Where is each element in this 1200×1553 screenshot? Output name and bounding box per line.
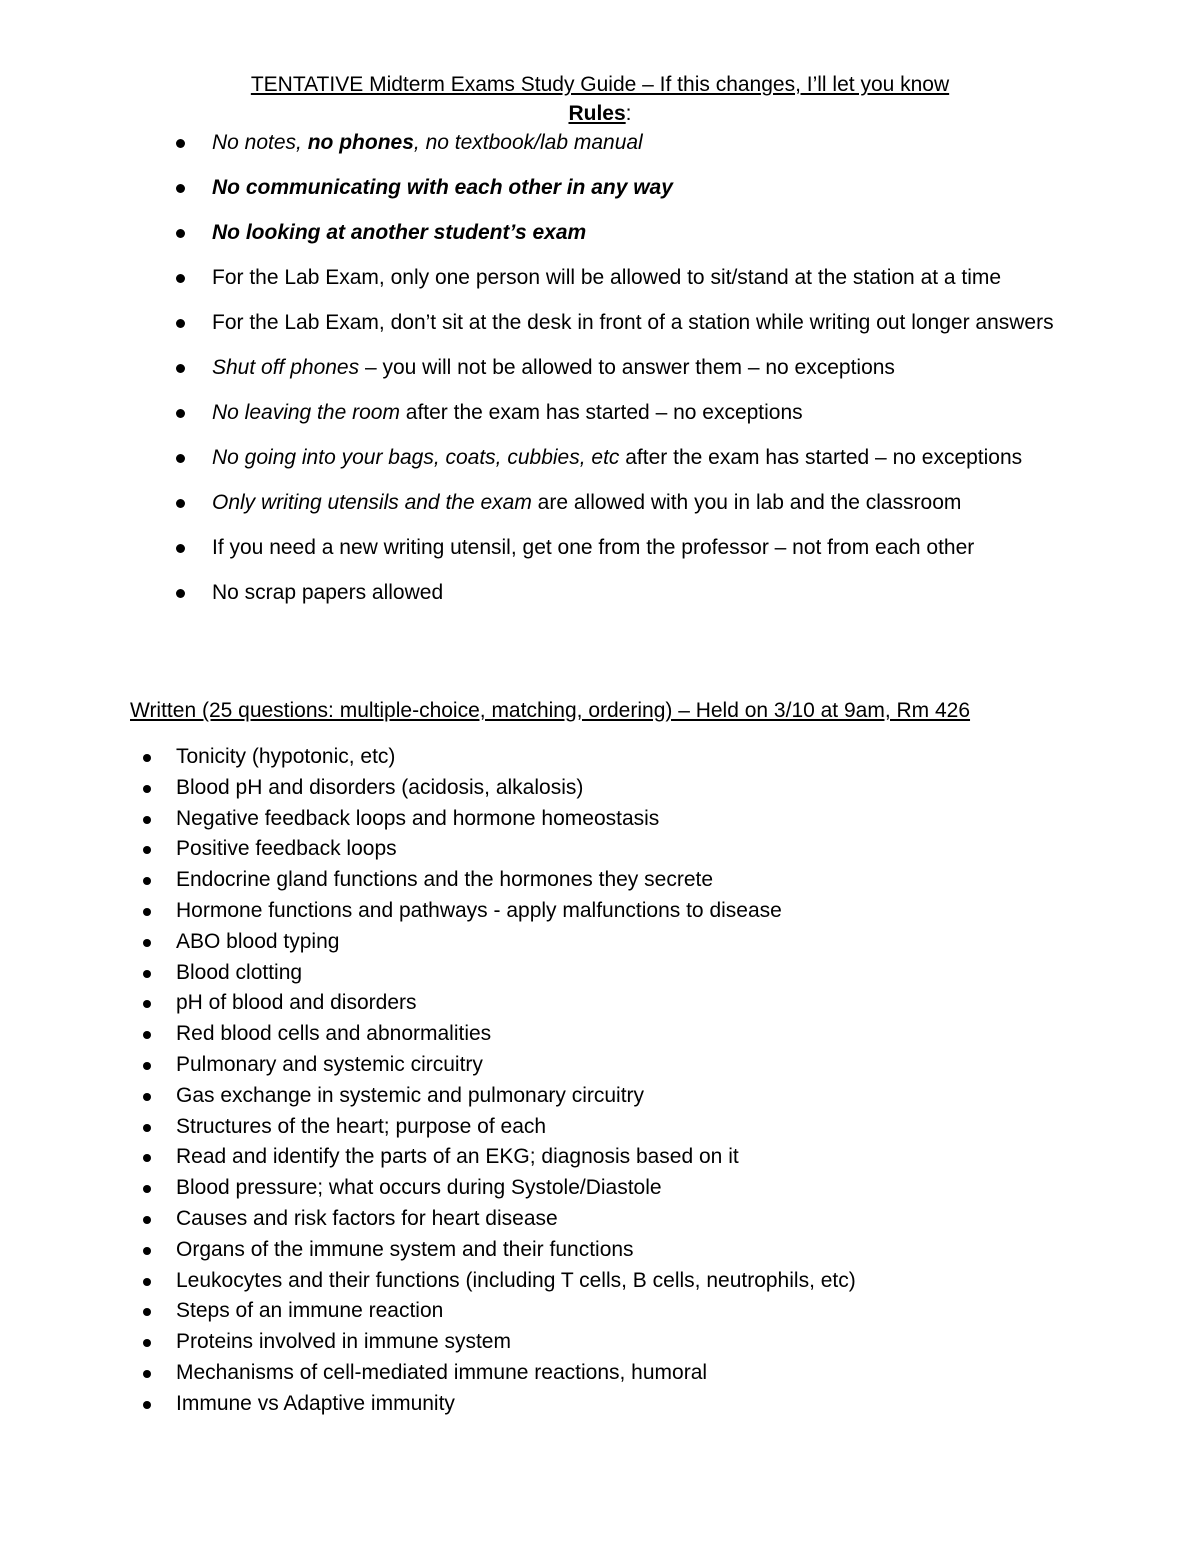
bullet-icon bbox=[176, 589, 185, 598]
rule-emphasis: No leaving the room bbox=[212, 401, 400, 424]
bullet-icon bbox=[176, 454, 185, 463]
rule-item bbox=[0, 308, 1132, 338]
rule-item bbox=[0, 263, 1132, 293]
topic-text: Causes and risk factors for heart disease bbox=[176, 1206, 558, 1230]
topic-item bbox=[0, 927, 1200, 958]
document-title: TENTATIVE Midterm Exams Study Guide – If this changes, I’ll let you know bbox=[250, 73, 950, 96]
bullet-icon bbox=[143, 1154, 151, 1162]
topic-text: Structures of the heart; purpose of each bbox=[176, 1114, 547, 1138]
topic-item bbox=[0, 865, 1200, 896]
topic-text: Blood pH and disorders (acidosis, alkalosis) bbox=[176, 775, 584, 799]
topic-text: Gas exchange in systemic and pulmonary circuitry bbox=[176, 1083, 645, 1107]
topic-text: Leukocytes and their functions (including T cells, B cells, neutrophils, etc) bbox=[176, 1268, 856, 1292]
topic-text: Steps of an immune reaction bbox=[176, 1299, 444, 1323]
rule-emphasis: Shut off phones bbox=[212, 356, 360, 379]
rules-list bbox=[0, 128, 1200, 623]
bullet-icon bbox=[176, 229, 185, 238]
bullet-icon bbox=[143, 1370, 151, 1378]
topic-item bbox=[0, 742, 1200, 773]
topic-item bbox=[0, 1327, 1200, 1358]
topic-text: Endocrine gland functions and the hormones they secrete bbox=[176, 868, 714, 892]
rule-text: No notes, bbox=[212, 131, 308, 154]
bullet-icon bbox=[143, 877, 151, 885]
rule-text: , no textbook/lab manual bbox=[413, 131, 643, 154]
topic-item bbox=[0, 1112, 1200, 1143]
topic-text: Positive feedback loops bbox=[176, 837, 397, 861]
topic-text: Immune vs Adaptive immunity bbox=[176, 1391, 455, 1415]
topic-item bbox=[0, 1296, 1200, 1327]
topic-text: Mechanisms of cell-mediated immune reactions, humoral bbox=[176, 1360, 708, 1384]
topic-text: Hormone functions and pathways - apply malfunctions to disease bbox=[176, 898, 782, 922]
rule-item bbox=[0, 578, 1132, 608]
topic-text: ABO blood typing bbox=[176, 929, 340, 953]
topic-list bbox=[0, 742, 1200, 1420]
topic-text: Blood pressure; what occurs during Systole/Diastole bbox=[176, 1176, 662, 1200]
bullet-icon bbox=[176, 409, 185, 418]
topic-text: pH of blood and disorders bbox=[176, 991, 417, 1015]
topic-item bbox=[0, 1050, 1200, 1081]
bullet-icon bbox=[143, 1339, 151, 1347]
rule-emphasis: Only writing utensils and the exam bbox=[212, 491, 532, 514]
topic-item bbox=[0, 1081, 1200, 1112]
rule-text: For the Lab Exam, don’t sit at the desk in front of a station while writing out longer answers bbox=[212, 311, 1054, 334]
rule-text: No scrap papers allowed bbox=[212, 581, 444, 604]
topic-item bbox=[0, 1358, 1200, 1389]
rule-item bbox=[0, 173, 1132, 203]
bullet-icon bbox=[176, 319, 185, 328]
bullet-icon bbox=[176, 544, 185, 553]
topic-item bbox=[0, 958, 1200, 989]
rule-item bbox=[0, 218, 1132, 248]
bullet-icon bbox=[176, 139, 185, 148]
bullet-icon bbox=[143, 1401, 151, 1409]
bullet-icon bbox=[176, 184, 185, 193]
bullet-icon bbox=[143, 1124, 151, 1132]
topic-text: Read and identify the parts of an EKG; diagnosis based on it bbox=[176, 1145, 739, 1169]
rule-text: after the exam has started – no exceptions bbox=[399, 401, 803, 424]
topic-item bbox=[0, 1173, 1200, 1204]
topic-item bbox=[0, 1266, 1200, 1297]
rule-item bbox=[0, 353, 1132, 383]
topic-text: Proteins involved in immune system bbox=[176, 1330, 511, 1354]
rule-item bbox=[0, 488, 1132, 518]
bullet-icon bbox=[176, 499, 185, 508]
rule-text: No looking at another student’s exam bbox=[212, 221, 587, 244]
bullet-icon bbox=[143, 1308, 151, 1316]
topic-item bbox=[0, 1235, 1200, 1266]
topic-text: Blood clotting bbox=[176, 960, 303, 984]
bullet-icon bbox=[143, 1000, 151, 1008]
topic-item bbox=[0, 834, 1200, 865]
bullet-icon bbox=[143, 1093, 151, 1101]
rule-item bbox=[0, 128, 1132, 158]
bullet-icon bbox=[143, 1278, 151, 1286]
rule-text: are allowed with you in lab and the classroom bbox=[531, 491, 962, 514]
bullet-icon bbox=[176, 364, 185, 373]
bullet-icon bbox=[143, 908, 151, 916]
topic-item bbox=[0, 1389, 1200, 1420]
topic-text: Tonicity (hypotonic, etc) bbox=[176, 745, 396, 768]
bullet-icon bbox=[143, 754, 151, 762]
rule-emphasis: no phones bbox=[307, 131, 414, 154]
bullet-icon bbox=[143, 1247, 151, 1255]
bullet-icon bbox=[143, 1216, 151, 1224]
rule-item bbox=[0, 533, 1132, 563]
rule-text: – you will not be allowed to answer them – no exceptions bbox=[359, 356, 895, 379]
topic-item bbox=[0, 1019, 1200, 1050]
bullet-icon bbox=[143, 970, 151, 978]
topic-text: Negative feedback loops and hormone homeostasis bbox=[176, 806, 660, 830]
rule-text: For the Lab Exam, only one person will be allowed to sit/stand at the station at a time bbox=[212, 266, 1002, 289]
topic-item bbox=[0, 1204, 1200, 1235]
rule-text: If you need a new writing utensil, get one from the professor – not from each other bbox=[212, 536, 975, 559]
topic-text: Organs of the immune system and their functions bbox=[176, 1237, 634, 1261]
rule-text: after the exam has started – no exceptions bbox=[619, 446, 1023, 469]
rule-item bbox=[0, 398, 1132, 428]
bullet-icon bbox=[143, 939, 151, 947]
rules-heading-colon: : bbox=[625, 102, 632, 125]
bullet-icon bbox=[143, 1031, 151, 1039]
topic-item bbox=[0, 1142, 1200, 1173]
topic-item bbox=[0, 988, 1200, 1019]
rule-emphasis: No going into your bags, coats, cubbies, etc bbox=[212, 446, 620, 469]
topic-text: Pulmonary and systemic circuitry bbox=[176, 1052, 483, 1076]
bullet-icon bbox=[143, 1185, 151, 1193]
rules-heading bbox=[0, 101, 1200, 127]
bullet-icon bbox=[143, 846, 151, 854]
bullet-icon bbox=[176, 274, 185, 283]
topic-text: Red blood cells and abnormalities bbox=[176, 1022, 492, 1046]
rules-heading-label: Rules bbox=[568, 102, 626, 125]
topic-item bbox=[0, 896, 1200, 927]
topic-item bbox=[0, 773, 1200, 804]
written-exam-heading: Written (25 questions: multiple-choice, matching, ordering) – Held on 3/10 at 9am, Rm 426 bbox=[130, 699, 971, 722]
rule-text: No communicating with each other in any way bbox=[212, 176, 673, 199]
rule-item bbox=[0, 443, 1132, 473]
topic-item bbox=[0, 804, 1200, 835]
bullet-icon bbox=[143, 816, 151, 824]
bullet-icon bbox=[143, 1062, 151, 1070]
bullet-icon bbox=[143, 785, 151, 793]
